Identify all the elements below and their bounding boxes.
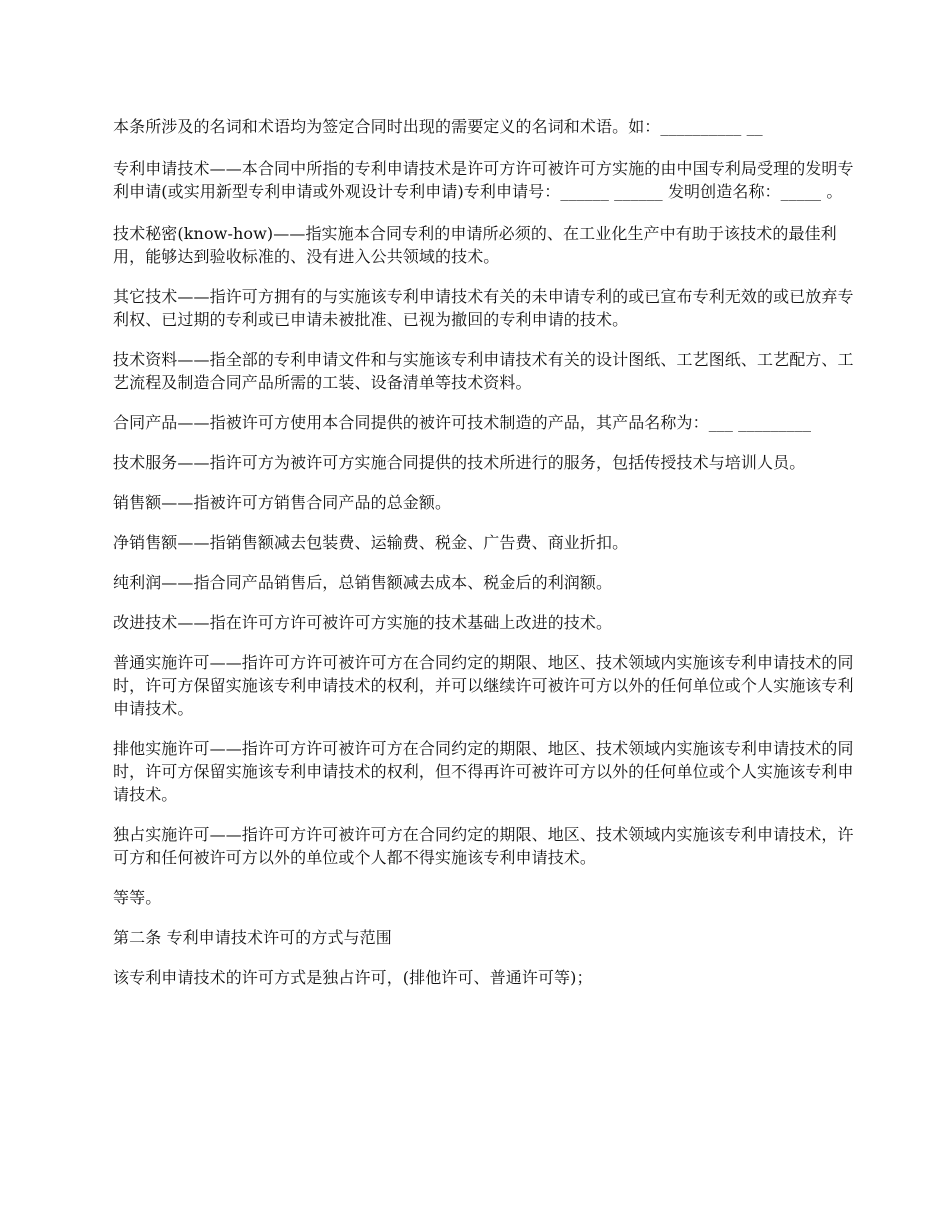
paragraph-etc: 等等。 (113, 888, 162, 907)
paragraph-technical-service: 技术服务——指许可方为被许可方实施合同提供的技术所进行的服务，包括传授技术与培训人员。 (113, 453, 806, 472)
paragraph-license-method: 该专利申请技术的许可方式是独占许可，(排他许可、普通许可等)； (113, 968, 593, 987)
paragraph-sales: 销售额——指被许可方销售合同产品的总金额。 (113, 493, 452, 512)
paragraph-know-how: 技术秘密(know-how)——指实施本合同专利的申请所必须的、在工业化生产中有助于该技术的最佳利用，能够达到验收标准的、没有进入公共领域的技术。 (113, 224, 837, 266)
paragraph-contract-product: 合同产品——指被许可方使用本合同提供的被许可技术制造的产品，其产品名称为：___ _________ (113, 413, 812, 432)
paragraph-other-technology: 其它技术——指许可方拥有的与实施该专利申请技术有关的未申请专利的或已宣布专利无效的或已放弃专利权、已过期的专利或已申请未被批准、已视为撤回的专利申请的技术。 (113, 287, 854, 329)
paragraph-technical-documents: 技术资料——指全部的专利申请文件和与实施该专利申请技术有关的设计图纸、工艺图纸、工艺配方、工艺流程及制造合同产品所需的工装、设备清单等技术资料。 (113, 350, 854, 392)
paragraph-improved-technology: 改进技术——指在许可方许可被许可方实施的技术基础上改进的技术。 (113, 613, 613, 632)
paragraph-patent-application-technology: 专利申请技术——本合同中所指的专利申请技术是许可方许可被许可方实施的由中国专利局受理的发明专利申请(或实用新型专利申请或外观设计专利申请)专利申请号：______ ______ 发明创造名称：_____ 。 (113, 159, 854, 201)
paragraph-exclusive-license: 排他实施许可——指许可方许可被许可方在合同约定的期限、地区、技术领域内实施该专利申请技术的同时，许可方保留实施该专利申请技术的权利，但不得再许可被许可方以外的任何单位或个人实施该专利申请技术。 (113, 739, 854, 804)
section-heading-article-2: 第二条 专利申请技术许可的方式与范围 (113, 928, 392, 947)
paragraph-net-sales: 净销售额——指销售额减去包装费、运输费、税金、广告费、商业折扣。 (113, 533, 629, 552)
paragraph-net-profit: 纯利润——指合同产品销售后，总销售额减去成本、税金后的利润额。 (113, 573, 613, 592)
document-body (113, 115, 858, 1006)
paragraph-sole-license: 独占实施许可——指许可方许可被许可方在合同约定的期限、地区、技术领域内实施该专利申请技术，许可方和任何被许可方以外的单位或个人都不得实施该专利申请技术。 (113, 825, 854, 867)
paragraph-terms-intro: 本条所涉及的名词和术语均为签定合同时出现的需要定义的名词和术语。如：__________ __ (113, 117, 763, 136)
paragraph-ordinary-license: 普通实施许可——指许可方许可被许可方在合同约定的期限、地区、技术领域内实施该专利申请技术的同时，许可方保留实施该专利申请技术的权利，并可以继续许可被许可方以外的任何单位或个人实施该专利申请技术。 (113, 653, 854, 718)
